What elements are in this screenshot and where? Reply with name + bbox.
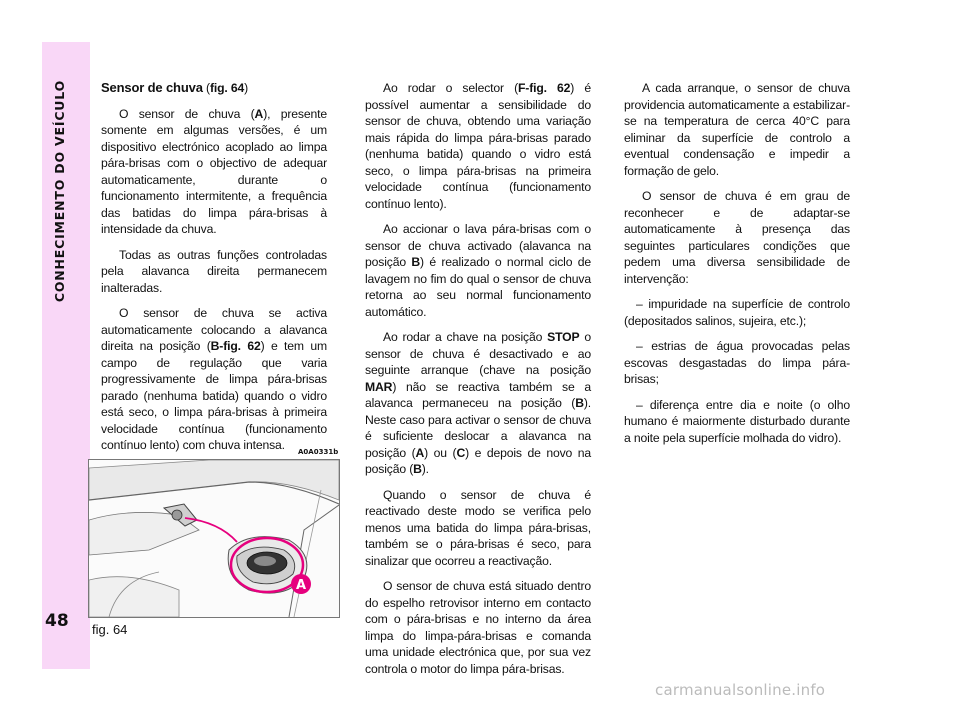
- figure-code: A0A0331b: [298, 448, 339, 456]
- figure-64-illustration: [88, 459, 340, 618]
- page-number: 48: [45, 611, 69, 631]
- heading-paren: ): [244, 81, 249, 95]
- list-item: – estrias de água provocadas pelas escovas desgastadas do limpa pára-brisas;: [624, 339, 850, 386]
- text-column-1: [101, 80, 327, 463]
- paragraph: Quando o sensor de chuva é reactivado deste modo se verifica pelo menos uma batida do limpa pára-brisas, também se o pára-brisas é seco, para sinalizar que ocorreu a reactivação.: [365, 487, 591, 568]
- text-column-3: [624, 80, 850, 455]
- paragraph: Ao accionar o lava pára-brisas com o sensor de chuva activado (alavanca na posição B) é realizado o normal ciclo de lavagem no fim do qual o sensor de chuva retorna ao seu normal funcionamento automático.: [365, 222, 591, 319]
- paragraph: O sensor de chuva é em grau de reconhecer e de adaptar-se automaticamente à presença das seguintes particulares condições que pedem uma diversa sensibilidade de intervenção:: [624, 189, 850, 286]
- section-heading: [101, 80, 327, 97]
- paragraph: O sensor de chuva (A), presente somente em algumas versões, é um dispositivo electrónico acoplado ao limpa pára-brisas com o objectivo de adequar automaticamente, durante o funcionamento intermitente, a frequência das batidas do limpa pára-brisas à intensidade da chuva.: [101, 106, 327, 236]
- paragraph: Todas as outras funções controladas pela alavanca direita permanecem inalteradas.: [101, 247, 327, 295]
- rain-sensor-drawing: [89, 460, 339, 617]
- paragraph: Ao rodar o selector (F-fig. 62) é possível aumentar a sensibilidade do sensor de chuva, obtendo uma variação mais rápida do limpa pára-brisas parado (nenhuma batida) quando o vidro está seco, o limpa pára-brisas na primeira velocidade contínua (funcionamento contínuo lento).: [365, 81, 591, 211]
- heading-paren: (: [202, 81, 210, 95]
- list-item: – diferença entre dia e noite (o olho humano é maiormente disturbado durante a noite pela superfície molhada do vidro).: [624, 397, 850, 445]
- text-column-2: [365, 80, 591, 686]
- paragraph: A cada arranque, o sensor de chuva providencia automaticamente a estabilizar-se na temperatura de cerca 40°C para eliminar da superfície de controlo a eventual condensação e impedir a formação de gelo.: [624, 81, 850, 178]
- paragraph: O sensor de chuva se activa automaticamente colocando a alavanca direita na posição (B-fig. 62) e tem um campo de regulação que varia progressivamente de limpa pára-brisas parado (nenhuma batida) quando o vidro está seco, o limpa pára-brisas à primeira velocidade contínua (funcionamento contínuo lento) com chuva intensa.: [101, 306, 327, 452]
- figure-caption: fig. 64: [92, 622, 128, 637]
- heading-text: Sensor de chuva: [101, 80, 203, 95]
- paragraph: Ao rodar a chave na posição STOP o sensor de chuva é desactivado e ao seguinte arranque (chave na posição MAR) não se reactiva também se a alavanca permaneceu na posição (B). Neste caso para activar o sensor de chuva é suficiente deslocar a alavanca na posição (A) ou (C) e depois de novo na posição (B).: [365, 330, 592, 476]
- callout-label: A: [295, 578, 307, 593]
- list-item: – impuridade na superfície de controlo (depositados salinos, sujeira, etc.);: [624, 297, 850, 328]
- heading-fig-ref: fig. 64: [209, 81, 245, 95]
- watermark: carmanualsonline.info: [655, 681, 826, 699]
- section-title: CONHECIMENTO DO VEÍCULO: [52, 80, 67, 303]
- paragraph: O sensor de chuva está situado dentro do espelho retrovisor interno em contacto com o pára-brisas e no interno da área limpa do limpa-pára-brisas e comanda uma unidade electrónica que, por sua vez controla o motor do limpa pára-brisas.: [365, 579, 591, 676]
